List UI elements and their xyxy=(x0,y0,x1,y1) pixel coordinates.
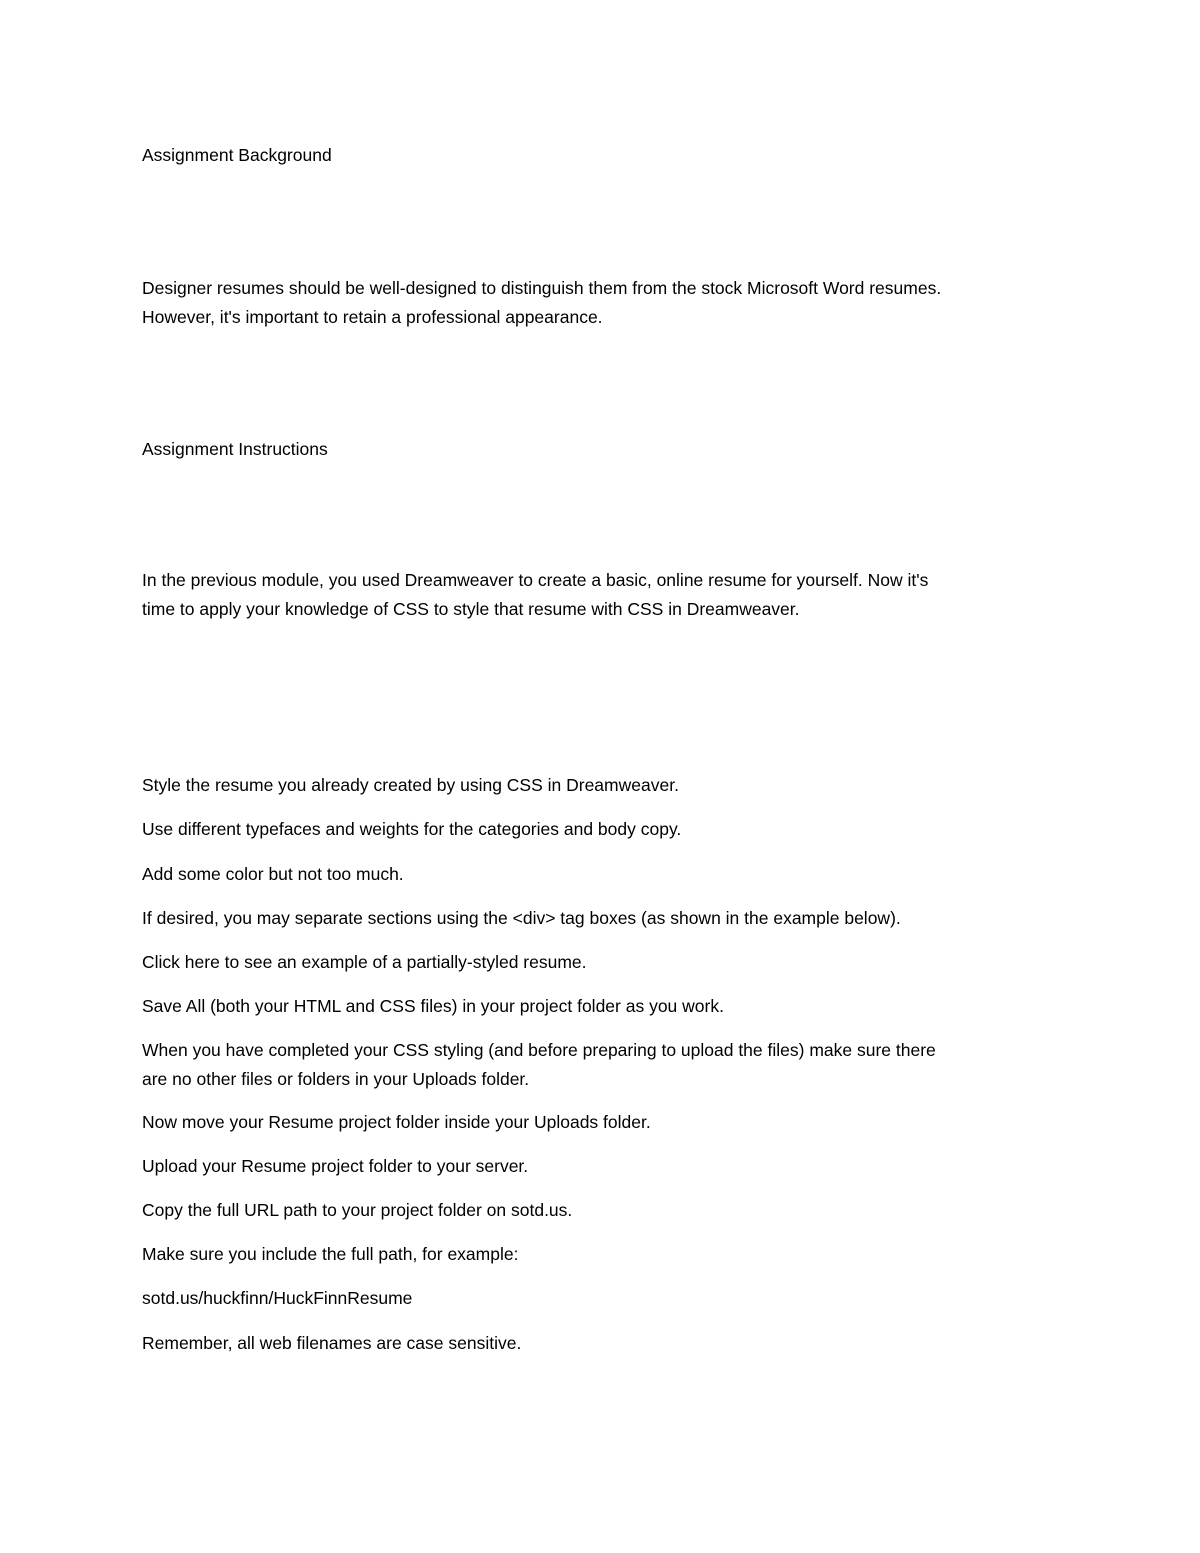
intro-paragraph-line-2: time to apply your knowledge of CSS to style that resume with CSS in Dreamweaver. xyxy=(142,599,800,619)
step-typefaces: Use different typefaces and weights for the categories and body copy. xyxy=(142,819,682,839)
step-div-boxes: If desired, you may separate sections using the <div> tag boxes (as shown in the example below). xyxy=(142,908,901,928)
background-paragraph-line-2: However, it's important to retain a professional appearance. xyxy=(142,307,603,327)
step-save-all: Save All (both your HTML and CSS files) in your project folder as you work. xyxy=(142,996,724,1016)
step-completed-styling-line-1: When you have completed your CSS styling (and before preparing to upload the files) make sure there xyxy=(142,1040,936,1060)
background-paragraph-line-1: Designer resumes should be well-designed to distinguish them from the stock Microsoft Word resumes. xyxy=(142,278,942,298)
step-full-path-note: Make sure you include the full path, for example: xyxy=(142,1244,519,1264)
example-url-path: sotd.us/huckfinn/HuckFinnResume xyxy=(142,1288,413,1308)
heading-assignment-instructions: Assignment Instructions xyxy=(142,439,328,459)
intro-paragraph-line-1: In the previous module, you used Dreamweaver to create a basic, online resume for yourself. Now it's xyxy=(142,570,929,590)
step-style-resume: Style the resume you already created by using CSS in Dreamweaver. xyxy=(142,775,679,795)
heading-assignment-background: Assignment Background xyxy=(142,145,332,165)
step-move-folder: Now move your Resume project folder inside your Uploads folder. xyxy=(142,1112,651,1132)
step-add-color: Add some color but not too much. xyxy=(142,864,404,884)
step-case-sensitive: Remember, all web filenames are case sensitive. xyxy=(142,1333,522,1353)
step-completed-styling-line-2: are no other files or folders in your Uploads folder. xyxy=(142,1069,530,1089)
step-example-link[interactable]: Click here to see an example of a partially-styled resume. xyxy=(142,952,587,972)
step-copy-url: Copy the full URL path to your project folder on sotd.us. xyxy=(142,1200,573,1220)
step-upload-folder: Upload your Resume project folder to your server. xyxy=(142,1156,529,1176)
